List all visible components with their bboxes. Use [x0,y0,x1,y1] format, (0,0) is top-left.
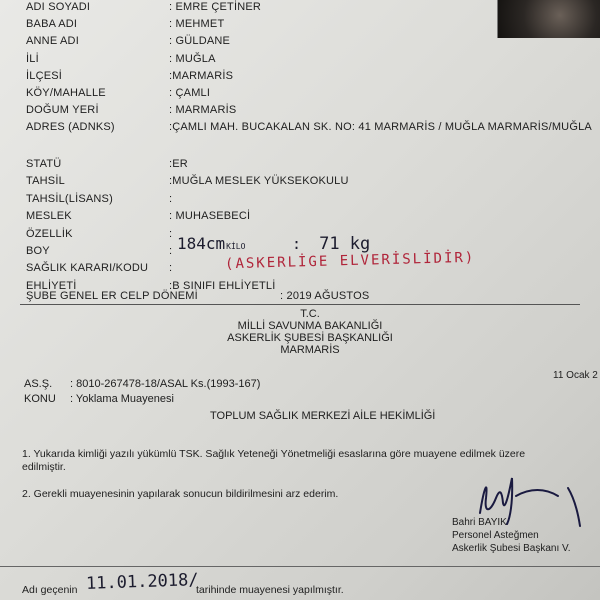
info-value: : [169,245,173,257]
info-value: : ÇAMLI [169,87,211,99]
subject-label: KONU [24,393,56,405]
info-value: : [169,262,173,275]
celp-value: : 2019 AĞUSTOS [280,290,370,302]
paragraph-1-line-2: edilmiştir. [22,461,66,473]
info-label: DOĞUM YERİ [26,104,99,117]
info-value: : EMRE ÇETİNER [169,1,262,13]
info-value: : MUĞLA [169,52,216,65]
info-label: İLİ [26,52,39,65]
info-value: : MEHMET [169,18,225,31]
footer-handwritten-date: 11.01.2018/ [85,570,199,594]
info-label: ANNE ADI [26,35,79,48]
info-value: : [169,192,173,205]
footer-prefix: Adı geçenin [22,584,78,596]
info-label: BOY [26,245,50,257]
letterhead-line-2: MİLLİ SAVUNMA BAKANLIĞI [237,320,383,332]
info-label: ADI SOYADI [26,1,91,13]
signer-block [452,516,571,555]
signer-name: Bahri BAYIK [452,517,507,528]
paragraph-2: 2. Gerekli muayenesinin yapılarak sonucun bildirilmesini arz ederim. [22,488,339,500]
info-label: BABA ADI [26,18,78,31]
footer-suffix: tarihinde muayenesi yapılmıştır. [196,584,344,596]
id-photo [497,0,600,38]
reference-row [24,378,261,390]
info-value: :MARMARİS [169,69,234,82]
paragraph-1-line-1: 1. Yukarıda kimliği yazılı yükümlü TSK. Sağlık Yeteneği Yönetmeliği esaslarına göre muayene edilmek üzere [22,448,526,460]
info-value: :B SINIFI EHLİYETLİ [169,279,276,292]
subject-value: : Yoklama Muayenesi [70,393,174,405]
info-value: : GÜLDANE [169,35,231,48]
info-label: SAĞLIK KARARI/KODU [26,262,149,275]
subject-row [24,393,174,405]
reference-value: : 8010-267478-18/ASAL Ks.(1993-167) [70,378,261,390]
footer-divider [0,566,600,567]
info-label: İLÇESİ [26,69,63,82]
info-label: STATÜ [26,158,62,170]
info-value: : [169,227,173,240]
addressee: TOPLUM SAĞLIK MERKEZİ AİLE HEKİMLİĞİ [210,410,436,422]
divider [20,304,580,305]
info-label: TAHSİL(LİSANS) [26,192,113,205]
info-value: :ÇAMLI MAH. BUCAKALAN SK. NO: 41 MARMARİS / MUĞLA MARMARİS/MUĞLA [169,121,592,134]
letterhead-line-1: T.C. [300,308,320,320]
signer-title: Personel Asteğmen [452,530,539,541]
signer-unit: Askerlik Şubesi Başkanı V. [452,543,571,554]
info-label: MESLEK [26,210,72,223]
letterhead-line-4: MARMARİS [280,344,340,356]
letterhead [220,308,400,356]
info-label: TAHSİL [26,175,65,188]
info-value: :ER [169,158,188,170]
info-label: EHLİYETİ [26,279,77,292]
info-label: ÖZELLİK [26,227,73,240]
info-value: :MUĞLA MESLEK YÜKSEKOKULU [169,175,349,188]
celp-label: ŞUBE GENEL ER CELP DÖNEMİ [26,290,198,302]
info-label: KÖY/MAHALLE [26,87,106,99]
info-value: : MARMARİS [169,104,237,117]
reference-label: AS.Ş. [24,378,53,390]
handwritten-weight: : 71 kg [292,234,371,254]
letterhead-line-3: ASKERLİK ŞUBESİ BAŞKANLIĞI [227,332,393,344]
info-label: ADRES (ADNKS) [26,121,115,134]
info-value: : MUHASEBECİ [169,210,251,223]
letter-date: 11 Ocak 2 [553,370,598,381]
handwritten-height: 184cmKİLO [177,234,246,253]
handwritten-health-decision: (ASKERLİGE ELVERİSLİDİR) [224,249,476,273]
